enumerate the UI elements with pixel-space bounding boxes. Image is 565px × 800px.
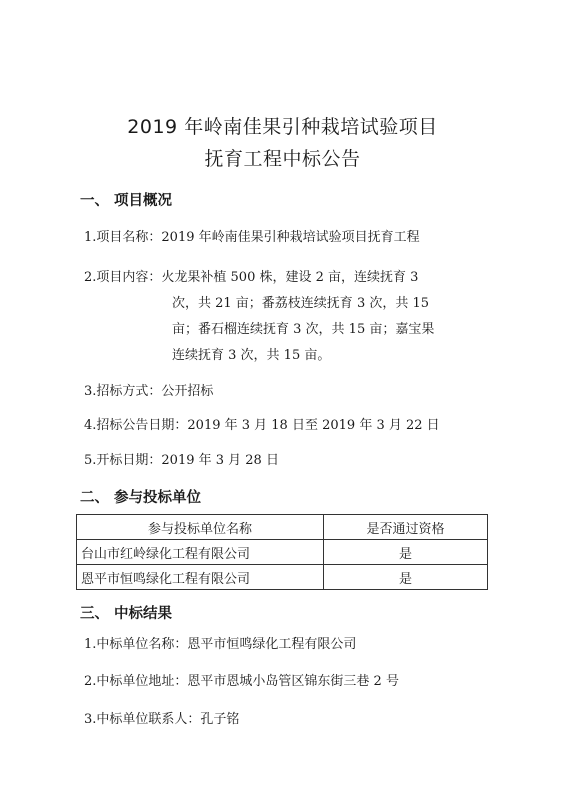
item-number: 5. [84, 453, 97, 468]
section-heading-bidders: 二、 参与投标单位 [80, 490, 202, 506]
item-number: 2. [84, 674, 97, 689]
item-text: 招标方式：公开招标 [96, 384, 214, 399]
result-item-winner-address [84, 670, 399, 689]
item-text: 开标日期：2019 年 3 月 28 日 [96, 453, 279, 468]
item-number: 3. [84, 384, 97, 399]
document-title-line-2: 抚育工程中标公告 [204, 148, 361, 170]
overview-item-project-content [84, 266, 418, 285]
project-content-continuation-line: 亩；番石榴连续抚育 3 次，共 15 亩；嘉宝果 [172, 322, 435, 337]
overview-item-opening-date [84, 449, 279, 468]
item-text: 中标单位联系人：孔子铭 [96, 712, 240, 727]
result-item-winner-name [84, 633, 356, 652]
item-number: 1. [84, 637, 97, 652]
item-number: 3. [84, 712, 97, 727]
bidder-name-cell: 恩平市恒鸣绿化工程有限公司 [77, 565, 324, 590]
document-title-line-1: 2019 年岭南佳果引种栽培试验项目 [127, 116, 438, 138]
overview-item-project-name [84, 226, 420, 245]
item-text: 招标公告日期：2019 年 3 月 18 日至 2019 年 3 月 22 日 [96, 418, 440, 433]
section-heading-project-overview: 一、 项目概况 [80, 193, 173, 209]
table-row [77, 565, 488, 590]
project-content-continuation-line: 次，共 21 亩；番荔枝连续抚育 3 次，共 15 [172, 296, 430, 311]
item-text: 中标单位地址：恩平市恩城小岛管区锦东街三巷 2 号 [96, 674, 399, 689]
item-number: 1. [84, 230, 97, 245]
column-header-bidder-name: 参与投标单位名称 [77, 515, 324, 540]
section-heading-bid-result: 三、 中标结果 [80, 606, 173, 622]
item-text: 项目内容：火龙果补植 500 株，建设 2 亩，连续抚育 3 [96, 270, 419, 285]
item-text: 中标单位名称：恩平市恒鸣绿化工程有限公司 [96, 637, 357, 652]
table-header-row [77, 515, 488, 540]
item-number: 2. [84, 270, 97, 285]
qualified-cell: 是 [324, 565, 488, 590]
qualified-cell: 是 [324, 540, 488, 565]
table-row [77, 540, 488, 565]
column-header-qualified: 是否通过资格 [324, 515, 488, 540]
item-number: 4. [84, 418, 97, 433]
bidder-name-cell: 台山市红岭绿化工程有限公司 [77, 540, 324, 565]
bidders-table [76, 514, 488, 590]
overview-item-notice-dates [84, 414, 440, 433]
result-item-winner-contact [84, 708, 239, 727]
project-content-continuation-line: 连续抚育 3 次，共 15 亩。 [172, 348, 331, 363]
item-text: 项目名称：2019 年岭南佳果引种栽培试验项目抚育工程 [96, 230, 420, 245]
overview-item-bidding-method [84, 380, 213, 399]
